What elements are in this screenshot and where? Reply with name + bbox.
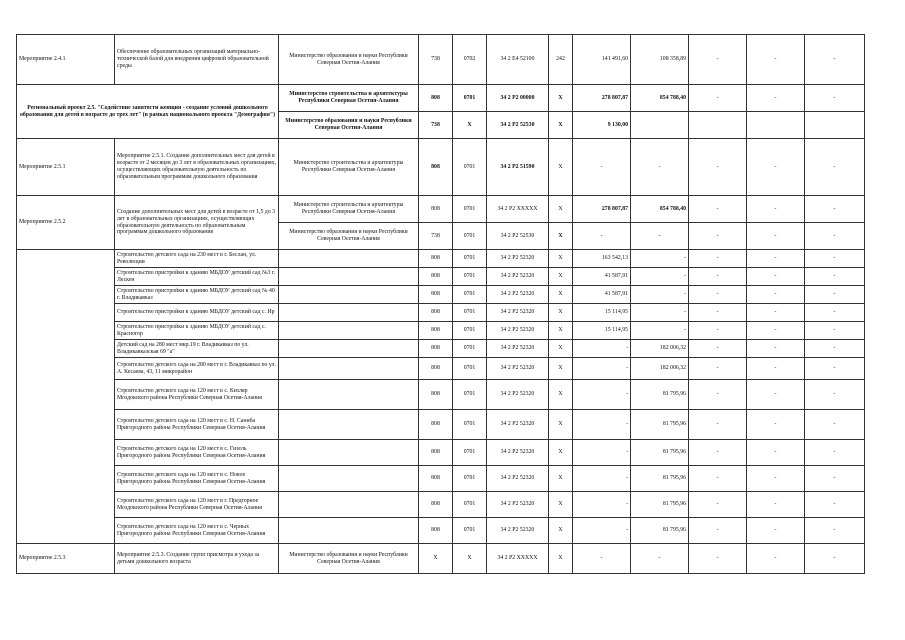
year5-cell: - bbox=[805, 196, 865, 223]
ministry-cell bbox=[279, 380, 419, 410]
vr-cell: Х bbox=[549, 223, 573, 250]
rzpr-cell: 0701 bbox=[453, 380, 487, 410]
ministry-cell bbox=[279, 304, 419, 322]
year4-cell: - bbox=[747, 340, 805, 358]
grbs-cell: 808 bbox=[419, 358, 453, 380]
row-description: Строительство детского сада на 280 мест в г. Владикавказ по ул. А. Кесаева, 43, 11 микрорайон bbox=[115, 358, 279, 380]
year3-cell: - bbox=[689, 340, 747, 358]
grbs-cell: 808 bbox=[419, 250, 453, 268]
year5-cell: - bbox=[805, 250, 865, 268]
year3-cell: - bbox=[689, 492, 747, 518]
year1-cell: 41 587,91 bbox=[573, 268, 631, 286]
year5-cell: - bbox=[805, 544, 865, 574]
year1-cell: - bbox=[573, 518, 631, 544]
table-row bbox=[17, 518, 865, 544]
vr-cell: 242 bbox=[549, 35, 573, 85]
csr-cell: 34 2 Р2 52320 bbox=[487, 440, 549, 466]
year5-cell: - bbox=[805, 466, 865, 492]
vr-cell: Х bbox=[549, 304, 573, 322]
year2-cell bbox=[631, 112, 689, 139]
year3-cell: - bbox=[689, 544, 747, 574]
year1-cell: - bbox=[573, 340, 631, 358]
ministry-cell: Министерство образования и науки Республики Северная Осетия-Алания bbox=[279, 544, 419, 574]
table-row bbox=[17, 322, 865, 340]
year4-cell: - bbox=[747, 410, 805, 440]
year2-cell: - bbox=[631, 268, 689, 286]
year5-cell: - bbox=[805, 139, 865, 196]
vr-cell: Х bbox=[549, 544, 573, 574]
ministry-cell: Министерство строительства и архитектуры Республики Северная Осетия-Алания bbox=[279, 139, 419, 196]
ministry-cell bbox=[279, 250, 419, 268]
ministry-cell: Министерство образования и науки Республики Северная Осетия-Алания bbox=[279, 35, 419, 85]
year3-cell: - bbox=[689, 410, 747, 440]
table-row bbox=[17, 85, 865, 112]
year5-cell: - bbox=[805, 35, 865, 85]
construction-rows bbox=[17, 250, 865, 544]
csr-cell: 34 2 Р2 00000 bbox=[487, 85, 549, 112]
ministry-cell bbox=[279, 518, 419, 544]
year2-cell: 81 795,96 bbox=[631, 380, 689, 410]
rzpr-cell: 0701 bbox=[453, 250, 487, 268]
year3-cell: - bbox=[689, 380, 747, 410]
year4-cell: - bbox=[747, 518, 805, 544]
year4-cell: - bbox=[747, 35, 805, 85]
year4-cell: - bbox=[747, 440, 805, 466]
csr-cell: 34 2 Р2 52530 bbox=[487, 223, 549, 250]
rzpr-cell: 0701 bbox=[453, 196, 487, 223]
year5-cell: - bbox=[805, 223, 865, 250]
ministry-cell bbox=[279, 322, 419, 340]
row-description: Создание дополнительных мест для детей в возрасте от 1,5 до 3 лет в образовательных организациях, осуществляющих образовательную деятельность по образовательным программам дошкольного образования bbox=[115, 196, 279, 250]
row-description: Обеспечение образовательных организаций материально-технической базой для внедрения цифровой образовательной среды bbox=[115, 35, 279, 85]
ministry-cell bbox=[279, 410, 419, 440]
vr-cell: Х bbox=[549, 466, 573, 492]
grbs-cell: 808 bbox=[419, 85, 453, 112]
vr-cell: Х bbox=[549, 286, 573, 304]
row-description: Строительство детского сада на 230 мест в г. Беслан, ул. Революции bbox=[115, 250, 279, 268]
grbs-cell: 808 bbox=[419, 410, 453, 440]
vr-cell: Х bbox=[549, 492, 573, 518]
year4-cell: - bbox=[747, 322, 805, 340]
vr-cell: Х bbox=[549, 139, 573, 196]
ministry-cell bbox=[279, 492, 419, 518]
row-name bbox=[17, 250, 115, 544]
year1-cell: - bbox=[573, 466, 631, 492]
year3-cell: - bbox=[689, 250, 747, 268]
year1-cell: - bbox=[573, 492, 631, 518]
table-row bbox=[17, 544, 865, 574]
table-row bbox=[17, 358, 865, 380]
grbs-cell: 808 bbox=[419, 304, 453, 322]
row-description: Строительство пристройки к зданию МБДОУ детский сад № 40 г. Владикавказ bbox=[115, 286, 279, 304]
year2-cell: - bbox=[631, 223, 689, 250]
csr-cell: 34 2 Р2 52320 bbox=[487, 380, 549, 410]
row-description: Строительство детского сада на 120 мест в с. Новое Пригородного района Республики Северная Осетия-Алания bbox=[115, 466, 279, 492]
year3-cell: - bbox=[689, 35, 747, 85]
rzpr-cell: 0702 bbox=[453, 35, 487, 85]
vr-cell: Х bbox=[549, 358, 573, 380]
year2-cell: - bbox=[631, 322, 689, 340]
grbs-cell: 808 bbox=[419, 322, 453, 340]
year5-cell: - bbox=[805, 492, 865, 518]
table-row bbox=[17, 466, 865, 492]
csr-cell: 34 2 Р2 52320 bbox=[487, 286, 549, 304]
year1-cell: 9 130,00 bbox=[573, 112, 631, 139]
year3-cell: - bbox=[689, 358, 747, 380]
year3-cell: - bbox=[689, 223, 747, 250]
row-name: Мероприятие 2.4.1 bbox=[17, 35, 115, 85]
csr-cell: 34 2 Р2 52320 bbox=[487, 518, 549, 544]
table-row bbox=[17, 340, 865, 358]
grbs-cell: 738 bbox=[419, 223, 453, 250]
year1-cell: 163 542,13 bbox=[573, 250, 631, 268]
year5-cell: - bbox=[805, 410, 865, 440]
year2-cell: 108 358,89 bbox=[631, 35, 689, 85]
year4-cell: - bbox=[747, 466, 805, 492]
grbs-cell: 808 bbox=[419, 492, 453, 518]
rzpr-cell: 0701 bbox=[453, 518, 487, 544]
rzpr-cell: 0701 bbox=[453, 410, 487, 440]
year2-cell: - bbox=[631, 286, 689, 304]
year2-cell: - bbox=[631, 250, 689, 268]
row-name: Мероприятие 2.5.1 bbox=[17, 139, 115, 196]
year4-cell: - bbox=[747, 250, 805, 268]
table-row bbox=[17, 410, 865, 440]
year3-cell: - bbox=[689, 440, 747, 466]
row-description: Мероприятие 2.5.1. Создание дополнительных мест для детей в возрасте от 2 месяцев до 3 лет в образовательных организациях, осуществляющих образовательную деятельность по образовательным программам дошкольного образования bbox=[115, 139, 279, 196]
year4-cell: - bbox=[747, 544, 805, 574]
year5-cell: - bbox=[805, 340, 865, 358]
rzpr-cell: 0701 bbox=[453, 286, 487, 304]
row-description: Детский сад на 280 мест мкр.19 г. Владикавказ по ул. Владикавказская 69 "а" bbox=[115, 340, 279, 358]
grbs-cell: 808 bbox=[419, 518, 453, 544]
year2-cell: 81 795,96 bbox=[631, 410, 689, 440]
year3-cell: - bbox=[689, 322, 747, 340]
year2-cell: - bbox=[631, 139, 689, 196]
grbs-cell: 808 bbox=[419, 380, 453, 410]
year4-cell: - bbox=[747, 358, 805, 380]
rzpr-cell: 0701 bbox=[453, 268, 487, 286]
csr-cell: 34 2 Р2 52320 bbox=[487, 492, 549, 518]
year2-cell: 854 788,40 bbox=[631, 196, 689, 223]
ministry-cell: Министерство образования и науки Республики Северная Осетия-Алания bbox=[279, 223, 419, 250]
year5-cell: - bbox=[805, 286, 865, 304]
year4-cell: - bbox=[747, 139, 805, 196]
vr-cell: Х bbox=[549, 380, 573, 410]
csr-cell: 34 2 Р2 52320 bbox=[487, 304, 549, 322]
year4-cell: - bbox=[747, 492, 805, 518]
csr-cell: 34 2 Р2 52530 bbox=[487, 112, 549, 139]
grbs-cell: Х bbox=[419, 544, 453, 574]
year3-cell: - bbox=[689, 139, 747, 196]
year2-cell: - bbox=[631, 304, 689, 322]
year1-cell: - bbox=[573, 410, 631, 440]
table-row bbox=[17, 139, 865, 196]
row-description: Строительство пристройки к зданию МБДОУ детский сад с. Ир bbox=[115, 304, 279, 322]
year1-cell: - bbox=[573, 223, 631, 250]
year1-cell: - bbox=[573, 358, 631, 380]
csr-cell: 34 2 Р2 52320 bbox=[487, 358, 549, 380]
csr-cell: 34 2 Р2 ХХХХХ bbox=[487, 544, 549, 574]
year1-cell: - bbox=[573, 139, 631, 196]
year3-cell bbox=[689, 112, 747, 139]
vr-cell: Х bbox=[549, 340, 573, 358]
table-row bbox=[17, 492, 865, 518]
row-description: Строительство детского сада на 120 мест в с. Н. Саниба Пригородного района Республики Северная Осетия-Алания bbox=[115, 410, 279, 440]
table-row bbox=[17, 286, 865, 304]
ministry-cell: Министерство строительства и архитектуры Республики Северная Осетия-Алания bbox=[279, 196, 419, 223]
row-description: Строительство детского сада на 120 мест в с. Кизляр Моздокского района Республики Северная Осетия-Алания bbox=[115, 380, 279, 410]
row-description: Строительство детского сада на 120 мест в с. Гизель Пригородного района Республики Северная Осетия-Алания bbox=[115, 440, 279, 466]
table-row bbox=[17, 268, 865, 286]
rzpr-cell: 0701 bbox=[453, 322, 487, 340]
grbs-cell: 738 bbox=[419, 112, 453, 139]
vr-cell: Х bbox=[549, 85, 573, 112]
rzpr-cell: 0701 bbox=[453, 85, 487, 112]
year2-cell: - bbox=[631, 544, 689, 574]
year1-cell: - bbox=[573, 440, 631, 466]
csr-cell: 34 2 Е4 52100 bbox=[487, 35, 549, 85]
csr-cell: 34 2 Р2 ХХХХХ bbox=[487, 196, 549, 223]
year3-cell: - bbox=[689, 286, 747, 304]
csr-cell: 34 2 Р2 51590 bbox=[487, 139, 549, 196]
csr-cell: 34 2 Р2 52320 bbox=[487, 410, 549, 440]
csr-cell: 34 2 Р2 52320 bbox=[487, 322, 549, 340]
year5-cell bbox=[805, 112, 865, 139]
project-title: Региональный проект 2.5. "Содействие занятости женщин - создание условий дошкольного образования для детей в возрасте до трех лет" (в рамках национального проекта "Демография") bbox=[17, 85, 279, 139]
year5-cell: - bbox=[805, 518, 865, 544]
row-description: Строительство детского сада на 120 мест в г. Предгорное Моздокского района Республики Северная Осетия-Алания bbox=[115, 492, 279, 518]
year1-cell: 41 587,91 bbox=[573, 286, 631, 304]
year4-cell: - bbox=[747, 304, 805, 322]
year3-cell: - bbox=[689, 518, 747, 544]
rzpr-cell: 0701 bbox=[453, 466, 487, 492]
year4-cell: - bbox=[747, 286, 805, 304]
year4-cell: - bbox=[747, 380, 805, 410]
grbs-cell: 808 bbox=[419, 196, 453, 223]
vr-cell: Х bbox=[549, 196, 573, 223]
vr-cell: Х bbox=[549, 250, 573, 268]
year4-cell bbox=[747, 112, 805, 139]
year2-cell: 81 795,96 bbox=[631, 518, 689, 544]
vr-cell: Х bbox=[549, 268, 573, 286]
year1-cell: 278 807,87 bbox=[573, 196, 631, 223]
year5-cell: - bbox=[805, 322, 865, 340]
csr-cell: 34 2 Р2 52320 bbox=[487, 466, 549, 492]
table-row bbox=[17, 196, 865, 223]
year2-cell: 182 006,32 bbox=[631, 340, 689, 358]
csr-cell: 34 2 Р2 52320 bbox=[487, 268, 549, 286]
year5-cell: - bbox=[805, 268, 865, 286]
ministry-cell bbox=[279, 340, 419, 358]
year4-cell: - bbox=[747, 223, 805, 250]
vr-cell: Х bbox=[549, 518, 573, 544]
rzpr-cell: 0701 bbox=[453, 492, 487, 518]
row-name: Мероприятие 2.5.2 bbox=[17, 196, 115, 250]
vr-cell: Х bbox=[549, 440, 573, 466]
grbs-cell: 808 bbox=[419, 440, 453, 466]
year3-cell: - bbox=[689, 304, 747, 322]
year2-cell: 854 788,40 bbox=[631, 85, 689, 112]
table-row bbox=[17, 35, 865, 85]
rzpr-cell: 0701 bbox=[453, 358, 487, 380]
ministry-cell: Министерство строительства и архитектуры Республики Северная Осетия-Алания bbox=[279, 85, 419, 112]
grbs-cell: 738 bbox=[419, 35, 453, 85]
year2-cell: 81 795,96 bbox=[631, 492, 689, 518]
rzpr-cell: 0701 bbox=[453, 139, 487, 196]
row-description: Мероприятие 2.5.3. Создание групп присмотра и ухода за детьми дошкольного возраста bbox=[115, 544, 279, 574]
vr-cell: Х bbox=[549, 112, 573, 139]
ministry-cell bbox=[279, 440, 419, 466]
grbs-cell: 808 bbox=[419, 286, 453, 304]
row-description: Строительство детского сада на 120 мест в с. Черных Пригородного района Республики Северная Осетия-Алания bbox=[115, 518, 279, 544]
year1-cell: 15 114,95 bbox=[573, 304, 631, 322]
vr-cell: Х bbox=[549, 322, 573, 340]
rzpr-cell: 0701 bbox=[453, 223, 487, 250]
ministry-cell bbox=[279, 286, 419, 304]
year5-cell: - bbox=[805, 380, 865, 410]
year5-cell: - bbox=[805, 440, 865, 466]
year3-cell: - bbox=[689, 268, 747, 286]
ministry-cell bbox=[279, 268, 419, 286]
year2-cell: 81 795,96 bbox=[631, 466, 689, 492]
grbs-cell: 808 bbox=[419, 139, 453, 196]
table-row bbox=[17, 380, 865, 410]
year1-cell: 141 491,60 bbox=[573, 35, 631, 85]
rzpr-cell: Х bbox=[453, 112, 487, 139]
row-description: Строительство пристройки к зданию МБДОУ детский сад с. Красногор bbox=[115, 322, 279, 340]
budget-table bbox=[16, 34, 865, 574]
year3-cell: - bbox=[689, 466, 747, 492]
year4-cell: - bbox=[747, 268, 805, 286]
rzpr-cell: 0701 bbox=[453, 340, 487, 358]
grbs-cell: 808 bbox=[419, 466, 453, 492]
rzpr-cell: 0701 bbox=[453, 304, 487, 322]
year5-cell: - bbox=[805, 358, 865, 380]
grbs-cell: 808 bbox=[419, 340, 453, 358]
year5-cell: - bbox=[805, 304, 865, 322]
year4-cell: - bbox=[747, 196, 805, 223]
year4-cell: - bbox=[747, 85, 805, 112]
rzpr-cell: Х bbox=[453, 544, 487, 574]
rzpr-cell: 0701 bbox=[453, 440, 487, 466]
year3-cell: - bbox=[689, 85, 747, 112]
table-row bbox=[17, 440, 865, 466]
csr-cell: 34 2 Р2 52320 bbox=[487, 340, 549, 358]
vr-cell: Х bbox=[549, 410, 573, 440]
csr-cell: 34 2 Р2 52320 bbox=[487, 250, 549, 268]
table-row bbox=[17, 304, 865, 322]
row-name: Мероприятие 2.5.3 bbox=[17, 544, 115, 574]
table-row bbox=[17, 250, 865, 268]
ministry-cell bbox=[279, 358, 419, 380]
year1-cell: 278 807,87 bbox=[573, 85, 631, 112]
ministry-cell bbox=[279, 466, 419, 492]
ministry-cell: Министерство образования и науки Республики Северная Осетия-Алания bbox=[279, 112, 419, 139]
year2-cell: 182 006,32 bbox=[631, 358, 689, 380]
year2-cell: 81 795,96 bbox=[631, 440, 689, 466]
row-description: Строительство пристройки к зданию МБДОУ детский сад №3 г. Лескен bbox=[115, 268, 279, 286]
year5-cell: - bbox=[805, 85, 865, 112]
year3-cell: - bbox=[689, 196, 747, 223]
year1-cell: - bbox=[573, 544, 631, 574]
grbs-cell: 808 bbox=[419, 268, 453, 286]
year1-cell: - bbox=[573, 380, 631, 410]
year1-cell: 15 114,95 bbox=[573, 322, 631, 340]
